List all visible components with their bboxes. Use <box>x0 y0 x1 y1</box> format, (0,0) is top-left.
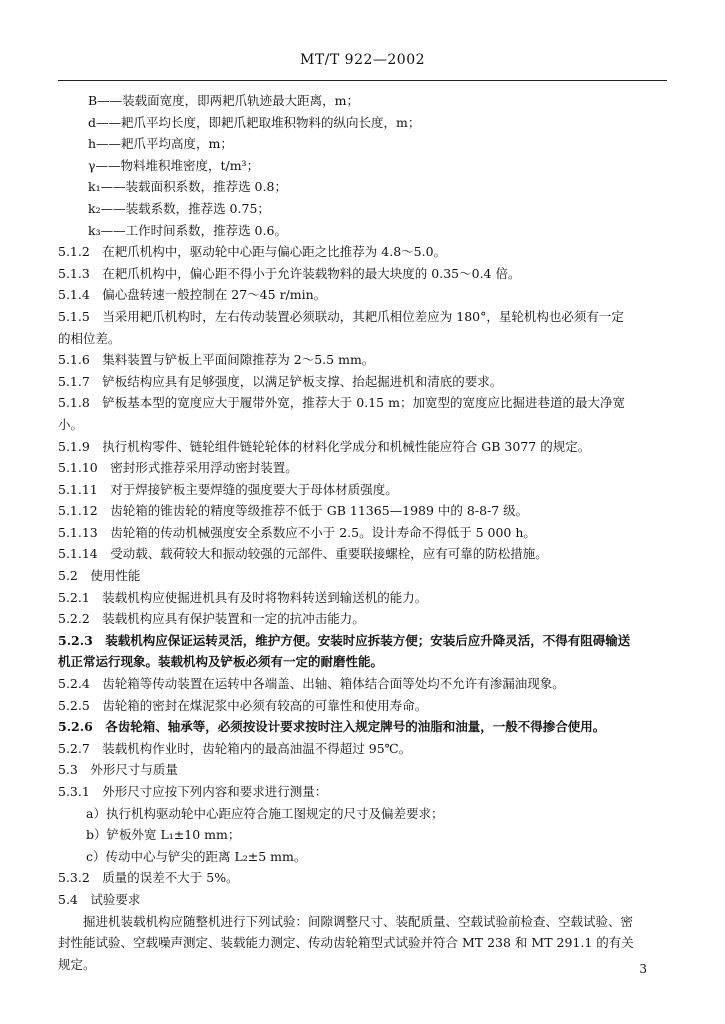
definition-d: d——耙爪平均长度，即耙爪耙取堆积物料的纵向长度，m； <box>88 114 421 130</box>
clause-5-2-6: 5.2.6 各齿轮箱、轴承等，必须按设计要求按时注入规定牌号的油脂和油量，一般不得掺合使用。 <box>58 719 606 735</box>
definition-h: h——耙爪平均高度，m； <box>88 136 233 152</box>
test-requirements-paragraph-continued: 封性能试验、空载噪声测定、装载能力测定、传动齿轮箱型式试验并符合 MT 238 和 MT 291.1 的有关 <box>58 935 634 951</box>
clause-5-1-14: 5.1.14 受动载、载荷较大和振动较强的元部件、重要联接螺栓，应有可靠的防松措施。 <box>58 546 548 562</box>
clause-5-2-3-continued: 机正常运行现象。装载机构及铲板必须有一定的耐磨性能。 <box>58 654 384 670</box>
clause-5-1-10: 5.1.10 密封形式推荐采用浮动密封装置。 <box>58 460 298 476</box>
definition-b: B——装载面宽度，即两耙爪轨迹最大距离，m； <box>88 93 360 108</box>
clause-5-1-13: 5.1.13 齿轮箱的传动机械强度安全系数应不小于 2.5。设计寿命不得低于 5 000 h。 <box>58 524 536 540</box>
clause-5-1-3: 5.1.3 在耙爪机构中，偏心距不得小于允许装载物料的最大块度的 0.35～0.4 倍。 <box>58 265 521 281</box>
clause-5-2-7: 5.2.7 装载机构作业时，齿轮箱内的最高油温不得超过 95℃。 <box>58 740 412 756</box>
clause-5-2-2: 5.2.2 装载机构应具有保护装置和一定的抗冲击能力。 <box>58 611 365 627</box>
clause-5-1-4: 5.1.4 偏心盘转速一般控制在 27～45 r/min。 <box>58 287 327 303</box>
page-body <box>58 90 661 975</box>
clause-5-2-1: 5.2.1 装载机构应使掘进机具有及时将物料转送到输送机的能力。 <box>58 589 428 605</box>
test-requirements-paragraph-end: 规定。 <box>58 956 96 972</box>
list-item-a: a）执行机构驱动轮中心距应符合施工图规定的尺寸及偏差要求； <box>86 805 444 821</box>
clause-5-1-9: 5.1.9 执行机构零件、链轮组件链轮轮体的材料化学成分和机械性能应符合 GB 3077 的规定。 <box>58 438 591 454</box>
clause-5-1-5: 5.1.5 当采用耙爪机构时，左右传动装置必须联动，其耙爪相位差应为 180°，星轮机构也必须有一定 <box>58 308 624 324</box>
clause-5-1-7: 5.1.7 铲板结构应具有足够强度，以满足铲板支撑、抬起掘进机和清底的要求。 <box>58 373 503 389</box>
clause-5-2-4: 5.2.4 齿轮箱等传动装置在运转中各端盖、出轴、箱体结合面等处均不允许有渗漏油现象。 <box>58 676 565 692</box>
definition-gamma: γ——物料堆积堆密度，t/m³； <box>88 157 260 173</box>
clause-5-1-5-continued: 的相位差。 <box>58 330 121 346</box>
definition-k1: k₁——装载面积系数，推荐选 0.8； <box>88 179 287 195</box>
header-rule <box>58 80 667 81</box>
clause-5-1-2: 5.1.2 在耙爪机构中，驱动轮中心距与偏心距之比推荐为 4.8～5.0。 <box>58 244 447 260</box>
clause-5-1-12: 5.1.12 齿轮箱的锥齿轮的精度等级推荐不低于 GB 11365—1989 中的 8-8-7 级。 <box>58 503 529 519</box>
clause-5-2-5: 5.2.5 齿轮箱的密封在煤泥浆中必须有较高的可靠性和使用寿命。 <box>58 697 428 713</box>
clause-5-2-3: 5.2.3 装载机构应保证运转灵活，维护方便。安装时应拆装方便；安装后应升降灵活，不得有阻碍输送 <box>58 632 631 648</box>
clause-5-3-2: 5.3.2 质量的误差不大于 5%。 <box>58 870 239 886</box>
definition-k3: k₃——工作时间系数，推荐选 0.6。 <box>88 222 287 238</box>
clause-5-1-6: 5.1.6 集料装置与铲板上平面间隙推荐为 2～5.5 mm。 <box>58 352 375 368</box>
section-heading-5-4: 5.4 试验要求 <box>58 891 141 907</box>
definition-k2: k₂——装载系数，推荐选 0.75； <box>88 200 270 216</box>
clause-5-1-11: 5.1.11 对于焊接铲板主要焊缝的强度要大于母体材质强度。 <box>58 481 398 497</box>
clause-5-1-8: 5.1.8 铲板基本型的宽度应大于履带外宽，推荐大于 0.15 m；加宽型的宽度应比掘进巷道的最大净宽 <box>58 395 625 411</box>
section-heading-5-3: 5.3 外形尺寸与质量 <box>58 762 178 778</box>
test-requirements-paragraph: 掘进机装载机构应随整机进行下列试验：间隙调整尺寸、装配质量、空载试验前检查、空载试验、密 <box>58 913 634 929</box>
page-number: 3 <box>639 962 647 976</box>
standard-code-header: MT/T 922—2002 <box>299 52 426 68</box>
clause-5-3-1: 5.3.1 外形尺寸应按下列内容和要求进行测量： <box>58 784 328 799</box>
list-item-b: b）铲板外宽 L₁±10 mm； <box>86 827 241 843</box>
list-item-c: c）传动中心与铲尖的距离 L₂±5 mm。 <box>86 848 307 864</box>
clause-5-1-8-continued: 小。 <box>58 416 84 432</box>
section-heading-5-2: 5.2 使用性能 <box>58 568 141 584</box>
